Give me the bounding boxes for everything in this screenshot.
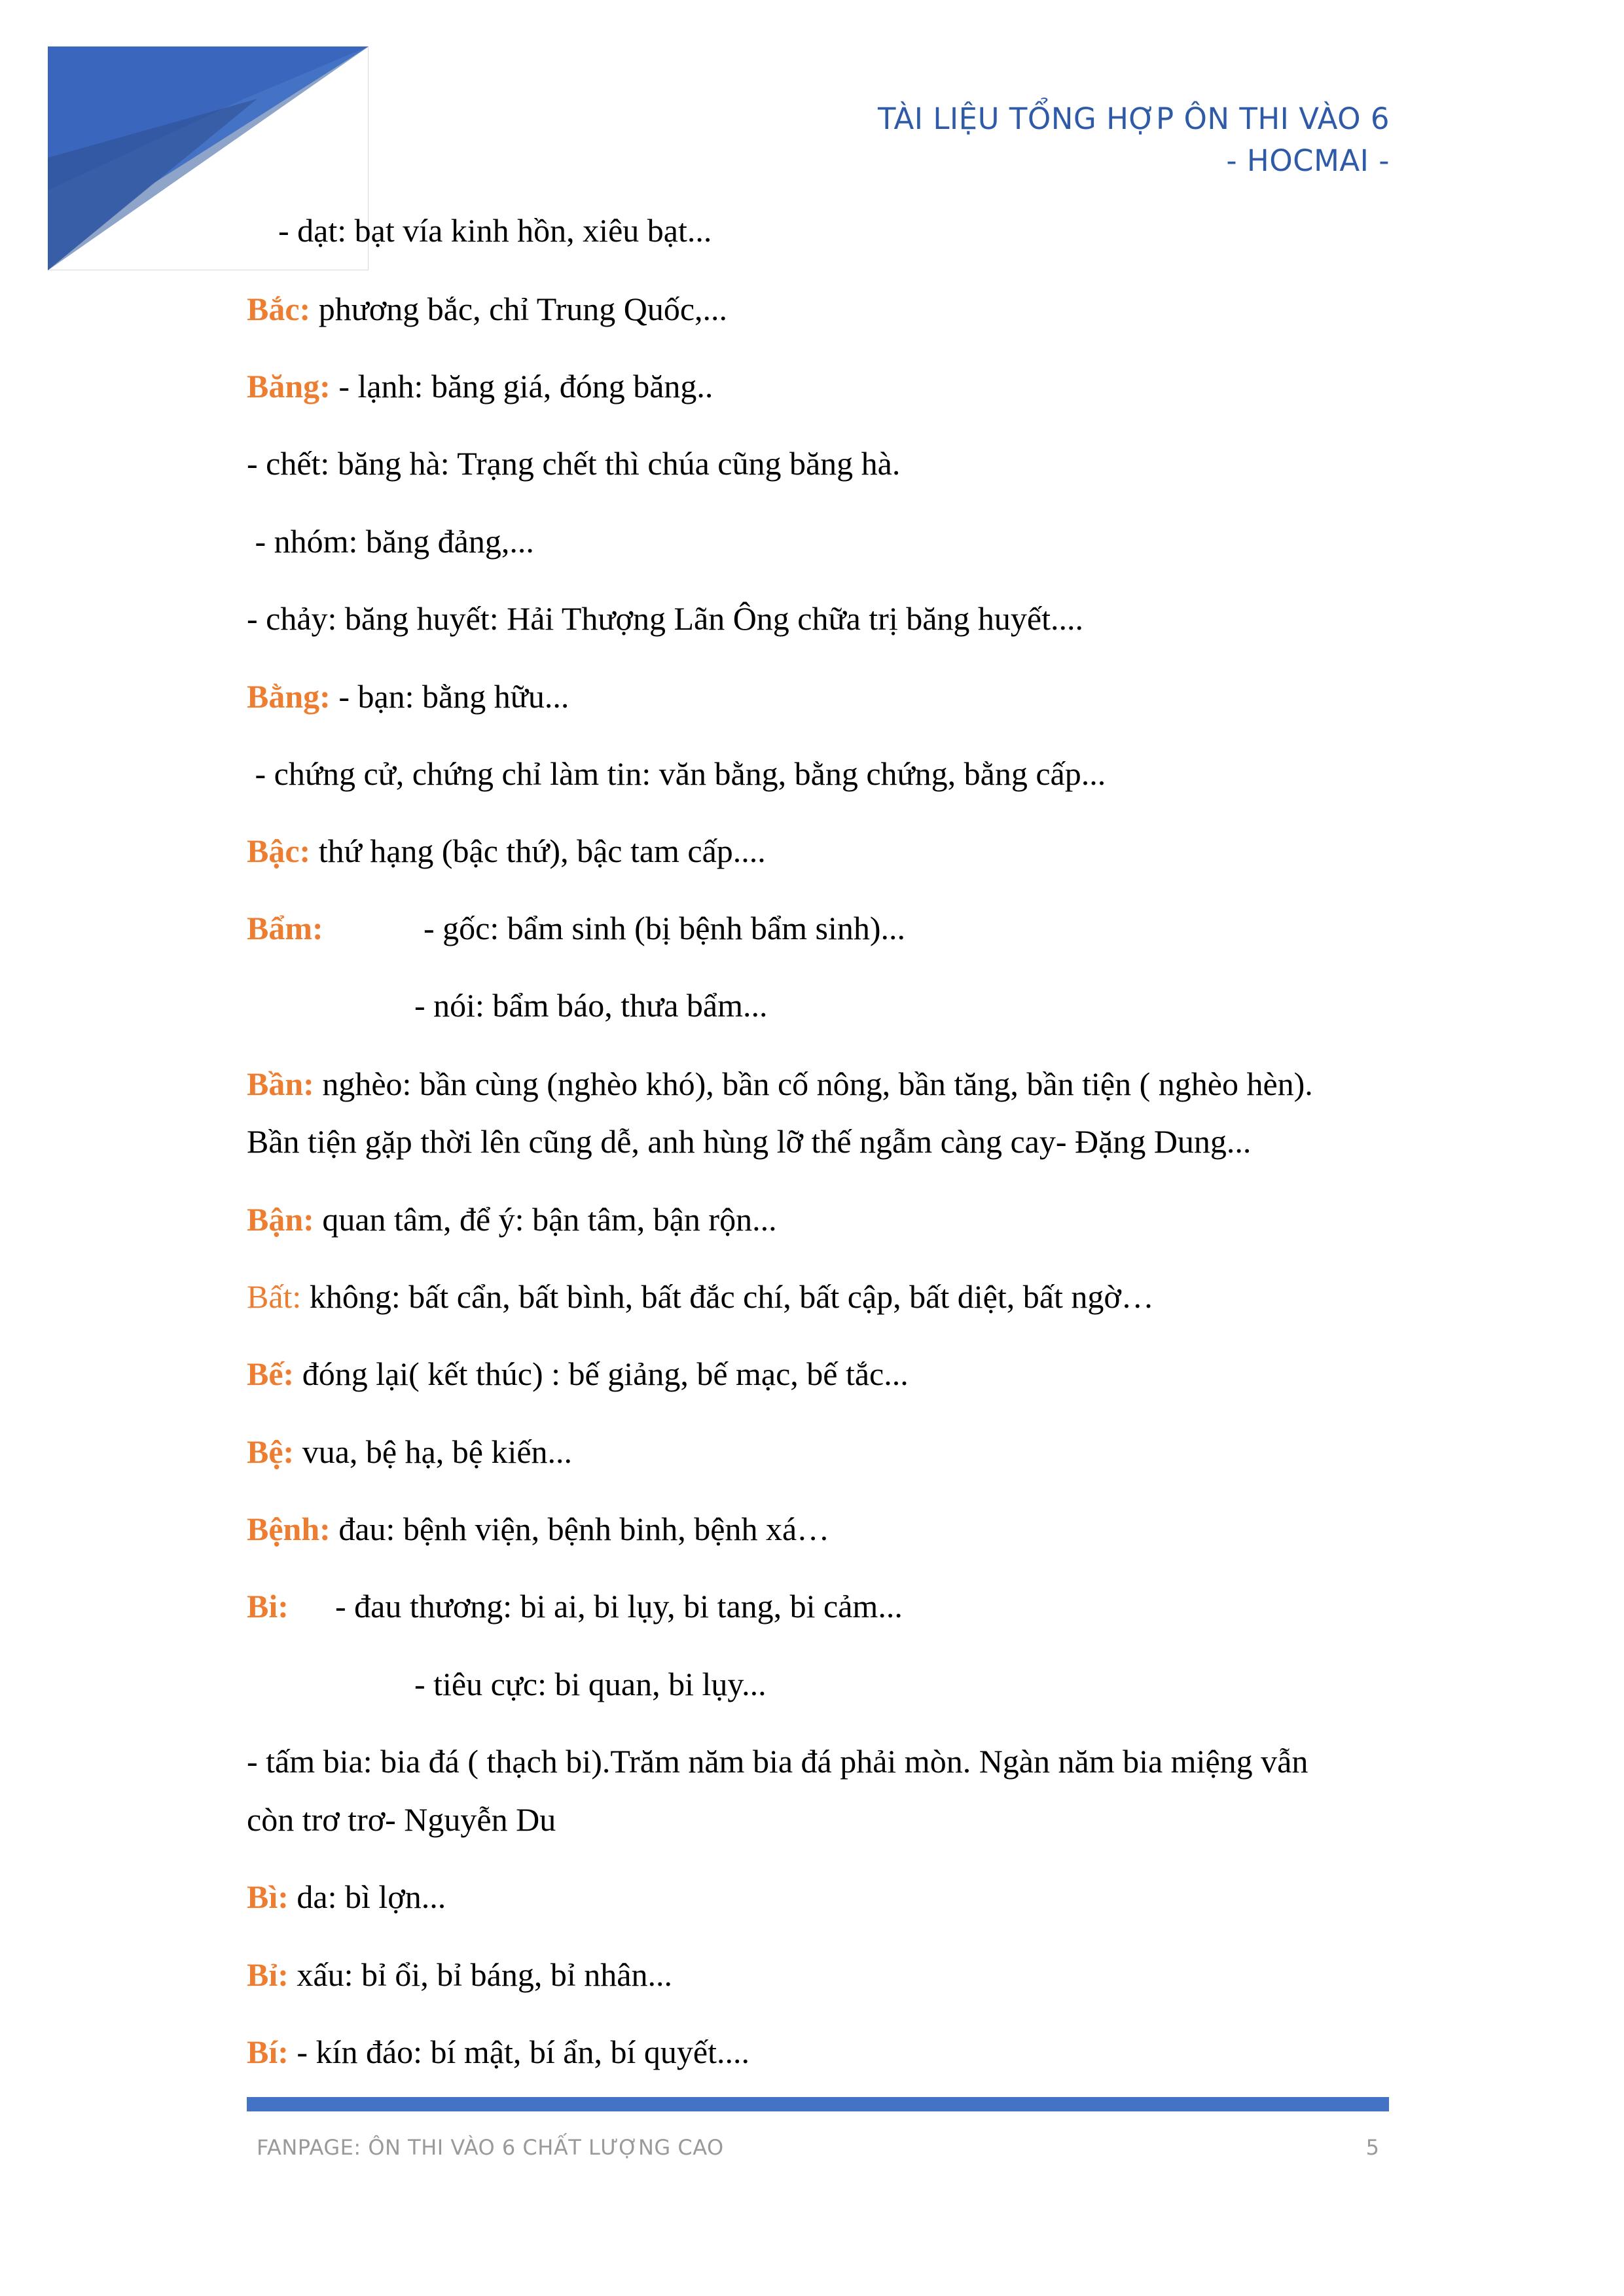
entry-line: - chảy: băng huyết: Hải Thượng Lãn Ông chữa trị băng huyết.... xyxy=(247,600,1084,637)
entry-line: Bế: đóng lại( kết thúc) : bế giảng, bế mạc, bế tắc... xyxy=(247,1355,909,1392)
entry-line: Bắc: phương bắc, chỉ Trung Quốc,... xyxy=(247,291,728,327)
entry-line: Bần: nghèo: bần cùng (nghèo khó), bần cố nông, bần tăng, bần tiện ( nghèo hèn). xyxy=(247,1066,1313,1102)
entry-line: Bỉ: xấu: bỉ ổi, bỉ báng, bỉ nhân... xyxy=(247,1956,672,1993)
entry-line: - tấm bia: bia đá ( thạch bi).Trăm năm bia đá phải mòn. Ngàn năm bia miệng vẫn xyxy=(247,1743,1308,1780)
entry-term: Bằng: xyxy=(247,678,331,715)
entry-line: Bất: không: bất cẩn, bất bình, bất đắc chí, bất cập, bất diệt, bất ngờ… xyxy=(247,1278,1154,1315)
entry-term: Bỉ: xyxy=(247,1956,289,1993)
entry-line: Bệ: vua, bệ hạ, bệ kiến... xyxy=(247,1433,573,1470)
entry-term: Bắc: xyxy=(247,291,311,327)
entry-line: Bằng: - bạn: bằng hữu... xyxy=(247,678,569,715)
entry-line: Bần tiện gặp thời lên cũng dễ, anh hùng lỡ thế ngẫm càng cay- Đặng Dung... xyxy=(247,1123,1252,1160)
entry-term: Bận: xyxy=(247,1201,314,1238)
entry-line: - tiêu cực: bi quan, bi lụy... xyxy=(414,1666,767,1702)
entry-line: Bận: quan tâm, để ý: bận tâm, bận rộn... xyxy=(247,1201,777,1238)
entry-term: Bệ: xyxy=(247,1433,295,1470)
entry-line: - nhóm: băng đảng,... xyxy=(247,523,534,560)
header xyxy=(878,98,1390,182)
entry-line: Bậc: thứ hạng (bậc thứ), bậc tam cấp.... xyxy=(247,833,766,869)
header-subtitle: - HOCMAI - xyxy=(1226,143,1390,178)
entry-line: Băng: - lạnh: băng giá, đóng băng.. xyxy=(247,368,713,404)
entry-line: Bì: da: bì lợn... xyxy=(247,1878,446,1915)
entry-term: Bậc: xyxy=(247,833,311,869)
entry-term: Bệnh: xyxy=(247,1511,331,1547)
entry-line: - dạt: bạt vía kinh hồn, xiêu bạt... xyxy=(278,212,712,249)
entry-line: - chứng cử, chứng chỉ làm tin: văn bằng, bằng chứng, bằng cấp... xyxy=(247,755,1106,792)
entry-term: Bi: xyxy=(247,1588,289,1624)
page-number: 5 xyxy=(1365,2135,1379,2160)
entry-term: Băng: xyxy=(247,368,331,404)
entry-line: Bi: - đau thương: bi ai, bi lụy, bi tang, bi cảm... xyxy=(247,1588,903,1624)
entry-term: Bế: xyxy=(247,1355,295,1392)
entry-line: Bí: - kín đáo: bí mật, bí ẩn, bí quyết.... xyxy=(247,2034,749,2070)
entry-line: Bẩm: - gốc: bẩm sinh (bị bệnh bẩm sinh)... xyxy=(247,910,905,946)
entry-term: Bí: xyxy=(247,2034,289,2070)
entry-term: Bần: xyxy=(247,1066,314,1102)
entry-line: - nói: bẩm báo, thưa bẩm... xyxy=(414,987,768,1024)
entry-term: Bì: xyxy=(247,1878,289,1915)
entry-line: còn trơ trơ- Nguyễn Du xyxy=(247,1801,556,1838)
entry-line: - chết: băng hà: Trạng chết thì chúa cũng băng hà. xyxy=(247,445,901,482)
entry-term: Bất: xyxy=(247,1278,302,1315)
header-title: TÀI LIỆU TỔNG HỢP ÔN THI VÀO 6 xyxy=(877,101,1390,136)
entry-term: Bẩm: xyxy=(247,910,323,946)
footer-rule xyxy=(247,2097,1389,2111)
entry-line: Bệnh: đau: bệnh viện, bệnh binh, bệnh xá… xyxy=(247,1511,830,1547)
footer-fanpage: FANPAGE: ÔN THI VÀO 6 CHẤT LƯỢNG CAO xyxy=(257,2135,724,2160)
